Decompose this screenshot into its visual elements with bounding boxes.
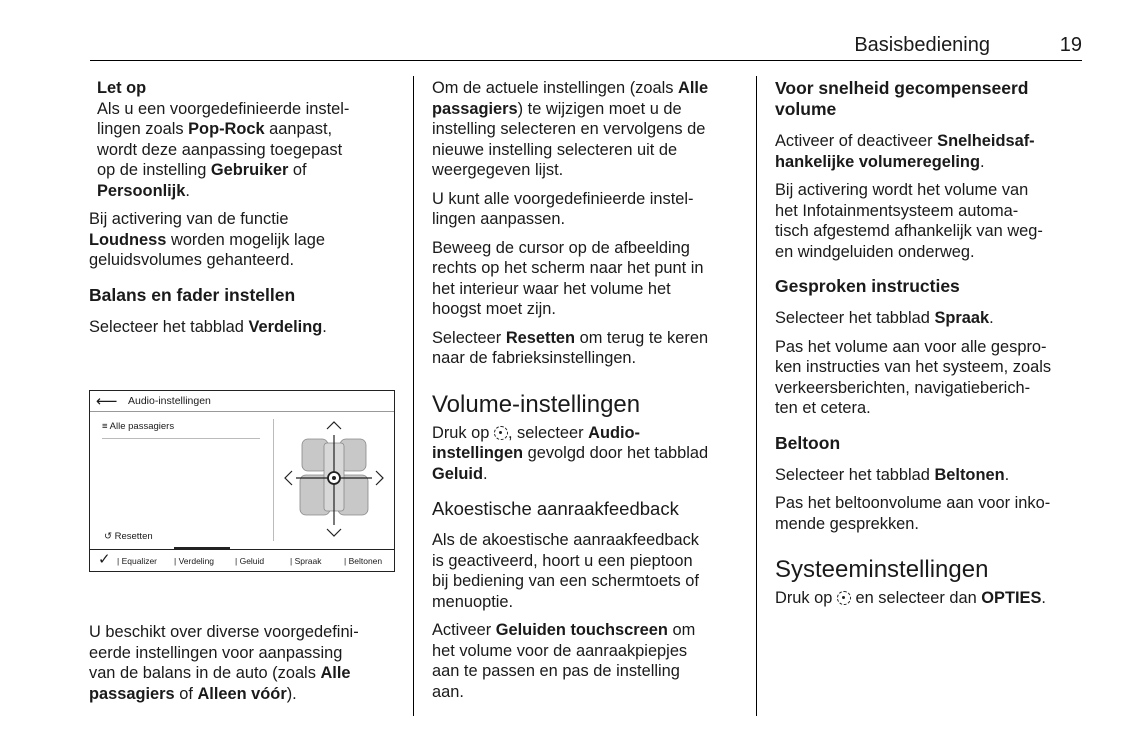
bold-term: Audio- xyxy=(588,423,641,442)
bold-term: hankelijke volumeregeling xyxy=(775,152,980,171)
column-3 xyxy=(775,78,1087,617)
bold-term: passagiers xyxy=(432,99,518,118)
text: aanpast, xyxy=(264,120,333,138)
text: Selecteer het tabblad xyxy=(775,309,935,327)
heading: Volume-instellingen xyxy=(432,390,641,418)
text: naar de fabrieksinstellingen. xyxy=(432,349,637,367)
paragraph xyxy=(432,189,750,230)
text: , selecteer xyxy=(507,423,589,442)
paragraph xyxy=(432,328,750,369)
note-label: Let op xyxy=(97,79,147,97)
text: van de balans in de auto (zoals xyxy=(89,664,321,682)
text: Selecteer het tabblad xyxy=(89,317,249,336)
text: Selecteer het tabblad xyxy=(775,465,935,484)
text: . xyxy=(185,181,190,200)
text: Beweeg de cursor op de afbeelding xyxy=(432,238,690,257)
bold-term: Loudness xyxy=(89,230,167,249)
tab-spraak: | Spraak xyxy=(290,556,322,566)
text: weergegeven lijst. xyxy=(432,161,564,179)
text-line: Als u een voorgedefinieerde instel- xyxy=(97,99,350,118)
home-button-icon xyxy=(837,591,851,605)
paragraph xyxy=(432,620,750,702)
screen-tab-bar xyxy=(90,549,394,572)
column-1 xyxy=(89,78,399,345)
bold-term: Geluiden touchscreen xyxy=(495,621,668,639)
text: Druk op xyxy=(432,423,494,442)
text: verkeersberichten, navigatieberich- xyxy=(775,378,1031,397)
text: Pas het beltoonvolume aan voor inko- xyxy=(775,494,1051,512)
text: of xyxy=(288,161,307,179)
text: is geactiveerd, hoort u een pieptoon xyxy=(432,551,693,570)
arrow-up-icon xyxy=(327,422,341,429)
bold-term: Resetten xyxy=(505,328,576,347)
note-block xyxy=(89,78,399,201)
paragraph xyxy=(775,493,1087,534)
text: menuoptie. xyxy=(432,592,514,611)
screen-divider xyxy=(273,419,274,541)
bold-term: Alle xyxy=(678,79,709,97)
heading: Gesproken instructies xyxy=(775,276,960,296)
heading: Systeeminstellingen xyxy=(775,556,989,583)
text: tisch afgestemd afhankelijk van weg- xyxy=(775,222,1043,240)
bold-term: passagiers xyxy=(89,684,175,703)
arrow-right-icon xyxy=(376,471,383,485)
text: Bij activering wordt het volume van xyxy=(775,181,1029,199)
text: lingen zoals xyxy=(97,120,189,138)
text: Pas het volume aan voor alle gespro- xyxy=(775,337,1047,356)
paragraph xyxy=(432,423,750,485)
text: . xyxy=(989,309,994,327)
text: mende gesprekken. xyxy=(775,514,919,533)
text: Om de actuele instellingen (zoals xyxy=(432,79,678,97)
paragraph xyxy=(775,180,1087,262)
tab-beltonen: | Beltonen xyxy=(344,556,383,566)
text: om terug te keren xyxy=(575,328,709,347)
tab-label: Spraak xyxy=(294,556,322,566)
text: eerde instellingen voor aanpassing xyxy=(89,643,343,662)
preset-label: Alle passagiers xyxy=(109,421,175,432)
tab-label: Beltonen xyxy=(348,556,383,566)
bold-term: Snelheidsaf- xyxy=(937,132,1035,150)
tab-label: Equalizer xyxy=(121,556,158,566)
text: . xyxy=(483,464,488,483)
text: U kunt alle voorgedefinieerde instel- xyxy=(432,189,694,208)
paragraph xyxy=(89,622,401,704)
paragraph xyxy=(89,209,399,271)
reset-icon: ↺ xyxy=(104,531,112,542)
text: Bij activering van de functie xyxy=(89,210,289,228)
text: Selecteer xyxy=(432,328,506,347)
text-line xyxy=(97,160,399,181)
preset-selector xyxy=(102,421,260,439)
paragraph xyxy=(89,317,399,338)
paragraph xyxy=(775,131,1087,172)
text: ken instructies van het systeem, zoals xyxy=(775,358,1052,376)
bold-term: Beltonen xyxy=(934,465,1005,484)
bold-term: Geluid xyxy=(432,464,483,483)
heading: Voor snelheid gecompenseerd volume xyxy=(775,78,1029,119)
reset-label: Resetten xyxy=(114,531,153,542)
text: Als de akoestische aanraakfeedback xyxy=(432,531,699,549)
heading: Beltoon xyxy=(775,432,841,453)
bold-term: Alle xyxy=(320,664,351,682)
text: hoogst moet zijn. xyxy=(432,300,556,318)
tab-geluid: | Geluid xyxy=(235,556,265,566)
text: en windgeluiden onderweg. xyxy=(775,242,975,261)
page-number: 19 xyxy=(1059,34,1082,56)
paragraph xyxy=(775,337,1087,419)
bold-term: instellingen xyxy=(432,444,524,462)
text: worden mogelijk lage xyxy=(166,230,325,249)
text-line xyxy=(97,181,399,202)
text: geluidsvolumes gehanteerd. xyxy=(89,251,295,269)
text: Activeer of deactiveer xyxy=(775,132,938,150)
column-2 xyxy=(432,78,750,710)
text: aan. xyxy=(432,682,464,701)
reset-option xyxy=(104,531,153,542)
heading: Balans en fader instellen xyxy=(89,284,296,305)
column-divider xyxy=(756,76,757,716)
bold-term: Verdeling xyxy=(248,317,323,336)
text: aan te passen en pas de instelling xyxy=(432,662,680,680)
paragraph xyxy=(432,530,750,612)
paragraph xyxy=(432,238,750,320)
text: op de instelling xyxy=(97,161,211,179)
bold-term: Spraak xyxy=(934,309,990,327)
audio-settings-screen-figure xyxy=(89,390,395,572)
page-header xyxy=(90,30,1082,61)
text: en selecteer dan xyxy=(850,589,982,607)
arrow-left-icon xyxy=(285,471,292,485)
tab-label: Geluid xyxy=(239,556,265,566)
text: om xyxy=(667,621,696,639)
text: of xyxy=(174,684,198,703)
bold-term: Persoonlijk xyxy=(97,181,186,200)
active-tab-indicator xyxy=(174,547,230,550)
column-1-bottom xyxy=(89,622,401,712)
paragraph xyxy=(775,465,1087,486)
text-line: wordt deze aanpassing toegepast xyxy=(97,140,343,159)
section-title: Basisbediening xyxy=(854,34,990,56)
text: bij bediening van een schermtoets of xyxy=(432,572,699,590)
paragraph xyxy=(775,588,1087,609)
arrow-down-icon xyxy=(327,529,341,536)
screen-top-bar xyxy=(90,391,394,412)
bold-term: Pop-Rock xyxy=(188,120,265,138)
text: . xyxy=(1004,465,1010,484)
text: . xyxy=(1041,589,1046,607)
text: ). xyxy=(286,684,297,703)
paragraph xyxy=(432,78,750,181)
column-divider xyxy=(413,76,414,716)
text: het volume voor de aanraakpiepjes xyxy=(432,641,688,660)
tab-equalizer: | Equalizer xyxy=(117,556,158,566)
text: ten et cetera. xyxy=(775,399,871,417)
paragraph xyxy=(775,308,1087,329)
text: het Infotainmentsysteem automa- xyxy=(775,201,1019,220)
bold-term: OPTIES xyxy=(981,589,1042,607)
text: gevolgd door het tabblad xyxy=(523,444,709,462)
text: instelling selecteren en vervolgens de xyxy=(432,120,706,138)
bold-term: Alleen vóór xyxy=(197,684,287,703)
car-seats-diagram xyxy=(280,417,390,545)
text: lingen aanpassen. xyxy=(432,210,566,228)
check-icon: ✓ xyxy=(98,551,111,568)
text-line xyxy=(97,119,399,140)
list-icon: ≡ xyxy=(102,421,108,432)
tab-verdeling: | Verdeling xyxy=(174,556,215,566)
home-button-icon xyxy=(494,426,508,440)
text: het interieur waar het volume het xyxy=(432,279,671,298)
text: nieuwe instelling selecteren uit de xyxy=(432,140,678,159)
heading: Akoestische aanraakfeedback xyxy=(432,498,679,519)
text: ) te wijzigen moet u de xyxy=(517,99,682,118)
text: Druk op xyxy=(775,589,837,607)
bold-term: Gebruiker xyxy=(210,161,289,179)
back-arrow-icon: ⟵ xyxy=(96,393,118,410)
text: rechts op het scherm naar het punt in xyxy=(432,259,704,277)
tab-label: Verdeling xyxy=(178,556,215,566)
text: U beschikt over diverse voorgedefini- xyxy=(89,623,359,641)
screen-title: Audio-instellingen xyxy=(128,395,211,407)
text: . xyxy=(979,152,985,171)
text: . xyxy=(322,317,327,336)
text: Activeer xyxy=(432,621,496,639)
